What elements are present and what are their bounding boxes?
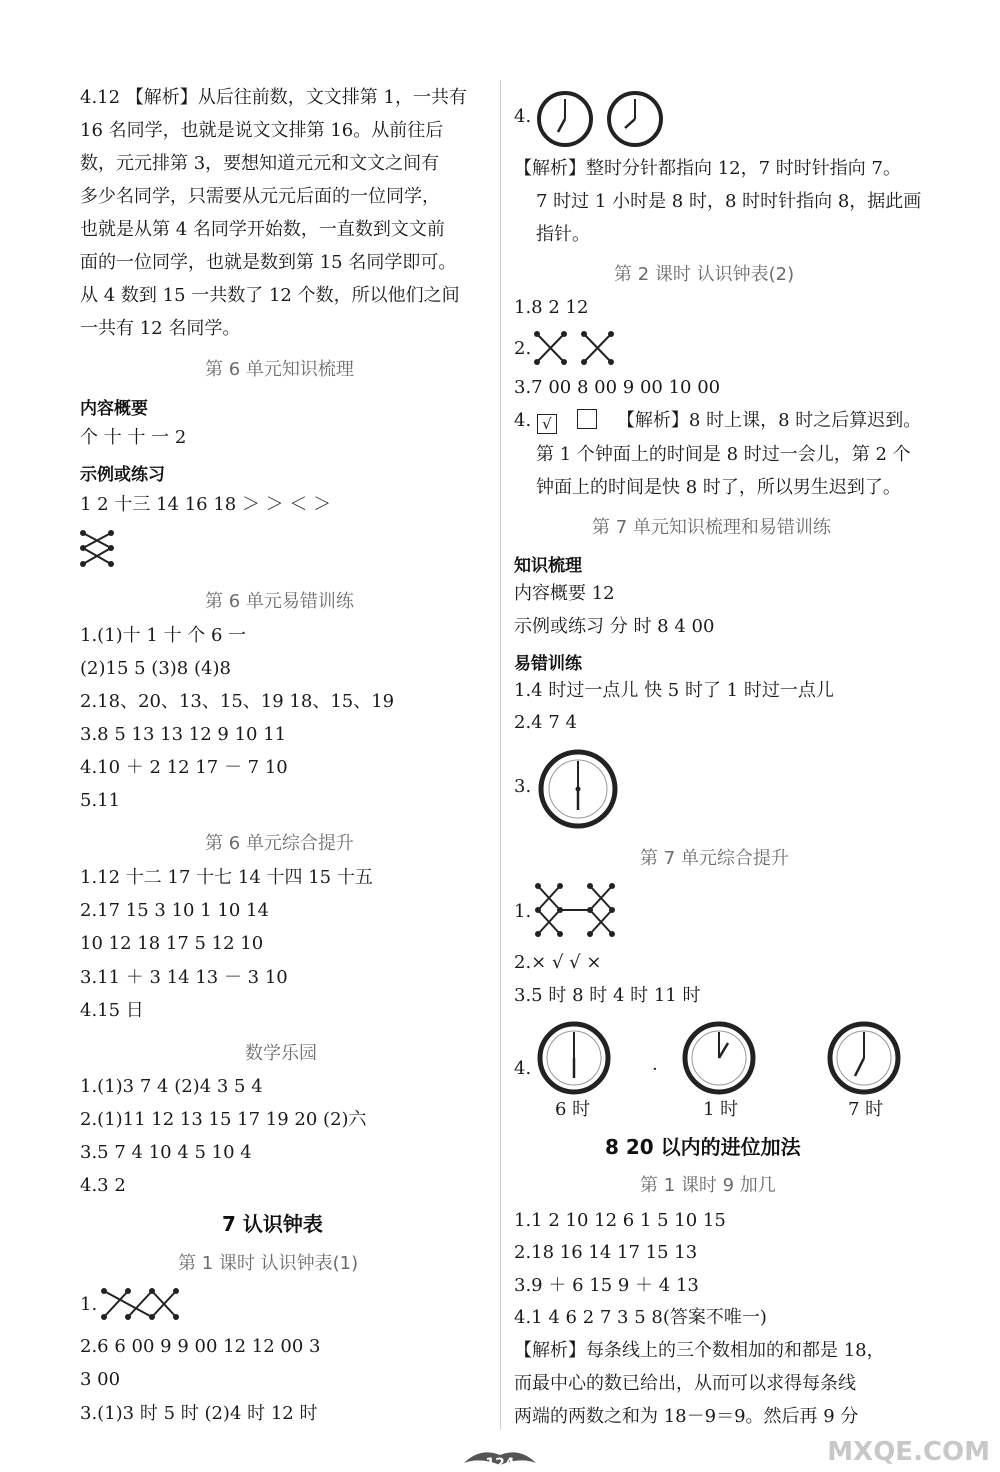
error-line: 2.18、20、13、15、19 18、15、19	[80, 691, 395, 712]
compre-line: 2.17 15 3 10 1 10 14	[80, 900, 269, 921]
q4-line: 多少名同学，只需要从元元后面的一位同学，	[80, 186, 440, 207]
match-lines-icon	[78, 528, 118, 570]
error-q1: 1.4 时过一点儿 快 5 时了 1 时过一点儿	[514, 680, 834, 701]
watermark: MXQE.COM	[827, 1437, 990, 1467]
content-line: 内容概要 12	[514, 583, 615, 604]
q4-line: 数，元元排第 3，要想知道元元和文文之间有	[80, 153, 440, 174]
q4-line: 4.12 【解析】从后往前数，文文排第 1，一共有	[80, 87, 467, 108]
compre-q2: 2.× √ √ ×	[514, 952, 602, 973]
ch8-line: 两端的两数之和为 18－9＝9。然后再 9 分	[514, 1406, 859, 1427]
clock-icon	[606, 90, 664, 148]
analysis-line: 7 时过 1 小时是 8 时，8 时时针指向 8，据此画	[536, 191, 922, 212]
error-label: 易错训练	[514, 654, 582, 674]
math-park-title: 数学乐园	[245, 1043, 317, 1064]
match-lines-icon	[98, 1286, 182, 1322]
q4-line: 面的一位同学，也就是数到第 15 名同学即可。	[80, 252, 457, 273]
math-park-line: 2.(1)11 12 13 15 17 19 20 (2)六	[80, 1109, 367, 1130]
content-label: 内容概要	[80, 399, 148, 419]
chapter8-title: 8 20 以内的进位加法	[605, 1135, 801, 1159]
lesson2-q3: 3.7 00 8 00 9 00 10 00	[514, 377, 721, 398]
compre-q4: 4.	[514, 1058, 532, 1079]
knowledge-label: 知识梳理	[514, 556, 582, 576]
unit6-error-title: 第 6 单元易错训练	[205, 591, 354, 612]
ch8-lesson1-title: 第 1 课时 9 加几	[640, 1175, 776, 1196]
ch8-line: 【解析】每条线上的三个数相加的和都是 18，	[514, 1340, 885, 1361]
page-number: 124	[485, 1456, 515, 1472]
match-lines-icon	[532, 330, 616, 366]
checkbox-empty	[577, 409, 597, 429]
lesson2-q4	[514, 409, 921, 434]
lesson1-line: 2.6 6 00 9 9 00 12 12 00 3	[80, 1336, 321, 1357]
chapter7-title: 7 认识钟表	[222, 1212, 323, 1236]
analysis-line: 指针。	[536, 224, 590, 245]
lesson2-q2: 2.	[514, 338, 532, 359]
example-label: 示例或练习	[80, 465, 165, 485]
q4-line: 16 名同学，也就是说文文排第 16。从前往后	[80, 120, 444, 141]
q4-line: 也就是从第 4 名同学开始数，一直数到文文前	[80, 219, 445, 240]
error-q3: 3.	[514, 776, 532, 797]
ch8-line: 4.1 4 6 2 7 3 5 8(答案不唯一)	[514, 1307, 767, 1328]
clock-label: 6 时	[555, 1099, 591, 1120]
compre-line: 1.12 十二 17 十七 14 十四 15 十五	[80, 867, 373, 888]
unit6-review-title: 第 6 单元知识梳理	[205, 359, 354, 380]
q4-line: 一共有 12 名同学。	[80, 318, 241, 339]
checkbox-checked: √	[537, 414, 557, 434]
example-values: 1 2 十三 14 16 18 ＞ ＞ ＜ ＞	[80, 494, 332, 515]
clock-icon	[537, 748, 619, 830]
compre-q1: 1.	[514, 901, 532, 922]
compre-line: 3.11 ＋ 3 14 13 － 3 10	[80, 967, 288, 988]
unit7-compre-title: 第 7 单元综合提升	[640, 848, 789, 869]
lesson2-title: 第 2 课时 认识钟表(2)	[614, 264, 795, 285]
math-park-line: 1.(1)3 7 4 (2)4 3 5 4	[80, 1076, 263, 1097]
clock-icon	[536, 90, 594, 148]
compre-line: 10 12 18 17 5 12 10	[80, 933, 264, 954]
lesson1-line: 3 00	[80, 1369, 121, 1390]
error-line: 1.(1)十 1 十 个 6 一	[80, 625, 247, 646]
ch8-line: 3.9 ＋ 6 15 9 ＋ 4 13	[514, 1275, 699, 1296]
clock-label: 1 时	[703, 1099, 739, 1120]
error-line: 5.11	[80, 790, 121, 811]
unit7-title: 第 7 单元知识梳理和易错训练	[592, 517, 831, 538]
ch8-line: 而最中心的数已给出，从而可以求得每条线	[514, 1373, 856, 1394]
lesson1-line: 3.(1)3 时 5 时 (2)4 时 12 时	[80, 1403, 318, 1424]
compre-q3: 3.5 时 8 时 4 时 11 时	[514, 985, 701, 1006]
ch8-line: 1.1 2 10 12 6 1 5 10 15	[514, 1210, 726, 1231]
content-values: 个 十 十 一 2	[80, 427, 187, 448]
compre-line: 4.15 日	[80, 1000, 144, 1021]
lesson1-title: 第 1 课时 认识钟表(1)	[178, 1253, 359, 1274]
lesson2-q1: 1.8 2 12	[514, 297, 589, 318]
clock-label: 7 时	[848, 1099, 884, 1120]
math-park-line: 4.3 2	[80, 1175, 126, 1196]
lesson2-q4-line: 第 1 个钟面上的时间是 8 时过一会儿，第 2 个	[536, 444, 911, 465]
clock-icon	[536, 1020, 612, 1096]
error-line: 3.8 5 13 13 12 9 10 11	[80, 724, 287, 745]
unit6-compre-title: 第 6 单元综合提升	[205, 833, 354, 854]
analysis-line: 【解析】整时分针都指向 12，7 时时针指向 7。	[514, 158, 901, 179]
lesson2-q4-line: 钟面上的时间是快 8 时了，所以男生迟到了。	[536, 477, 901, 498]
error-line: 4.10 ＋ 2 12 17 － 7 10	[80, 757, 288, 778]
q4-analysis: 【解析】8 时上课，8 时之后算迟到。	[616, 410, 922, 431]
q4-line: 从 4 数到 15 一共数了 12 个数，所以他们之间	[80, 285, 460, 306]
error-line: (2)15 5 (3)8 (4)8	[80, 658, 231, 679]
ch8-line: 2.18 16 14 17 15 13	[514, 1242, 698, 1263]
q4-label: 4.	[514, 410, 532, 431]
match-lines-icon	[530, 880, 626, 940]
math-park-line: 3.5 7 4 10 4 5 10 4	[80, 1142, 252, 1163]
column-divider	[500, 80, 501, 1430]
separator-dot: ·	[652, 1059, 658, 1080]
example-line: 示例或练习 分 时 8 4 00	[514, 616, 715, 637]
q4-label: 4.	[514, 106, 532, 127]
lesson1-q1: 1.	[80, 1294, 98, 1315]
error-q2: 2.4 7 4	[514, 712, 577, 733]
clock-icon	[826, 1020, 902, 1096]
clock-icon	[681, 1020, 757, 1096]
